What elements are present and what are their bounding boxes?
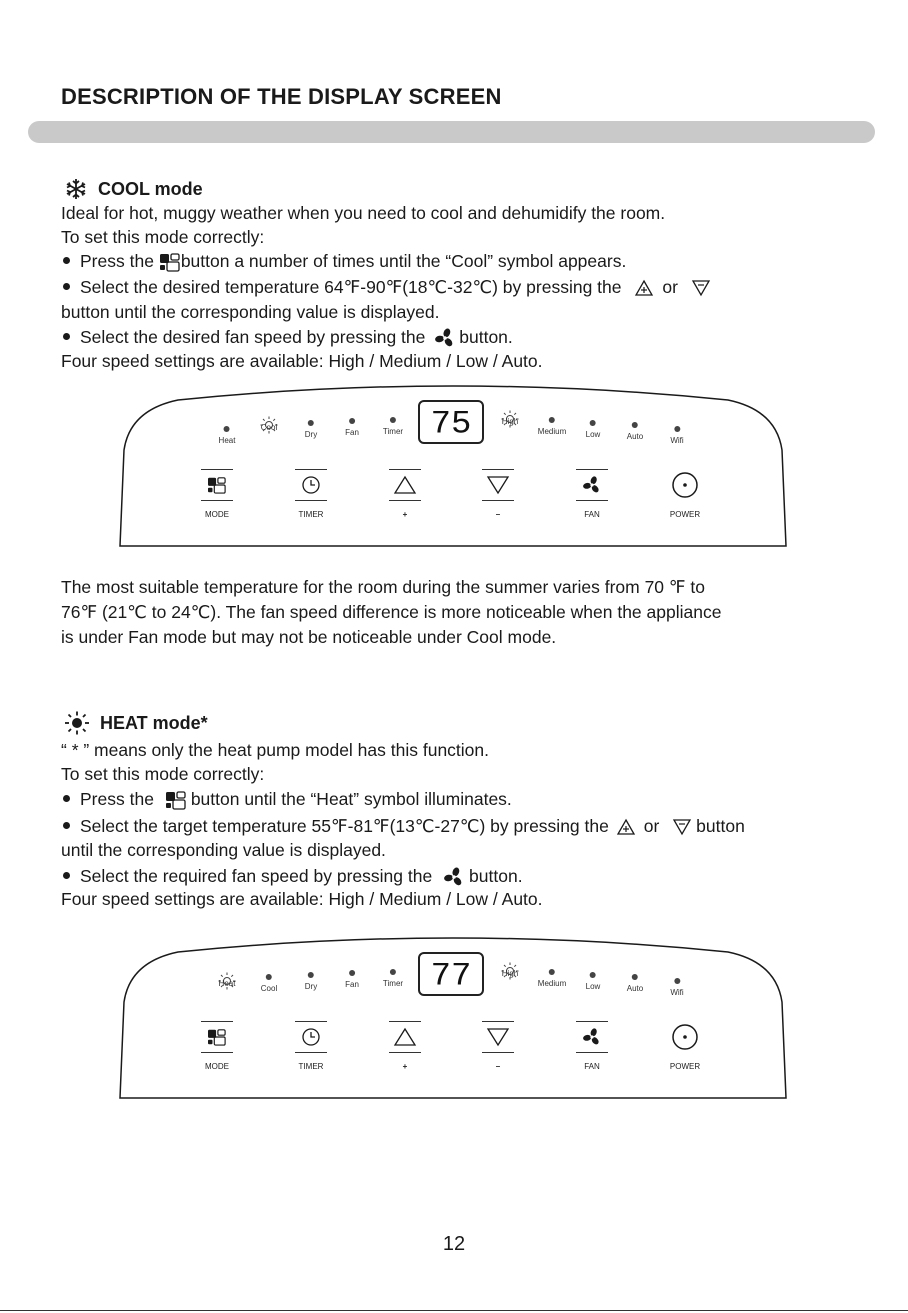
cool-bullet-fan: Select the desired fan speed by pressing the button. <box>61 325 513 349</box>
indicator-timer: Timer <box>383 969 403 988</box>
power-icon <box>671 471 699 499</box>
cool-mode-heading <box>64 178 203 200</box>
power-button[interactable] <box>665 469 705 501</box>
page-number: 12 <box>442 1233 466 1255</box>
indicator-auto: Auto <box>627 974 643 993</box>
mode-icon <box>207 1028 227 1046</box>
mode-icon <box>165 790 187 810</box>
mode-button-label: MODE <box>205 510 229 519</box>
svg-text:77: 77 <box>430 959 472 989</box>
cool-bullet-mode: Press the button a number of times until the “Cool” symbol appears. <box>61 249 626 273</box>
cool-speed-settings: Four speed settings are available: High / Medium / Low / Auto. <box>61 351 543 371</box>
indicator-medium: Medium <box>538 417 566 436</box>
indicator-low: Low <box>586 420 601 439</box>
plus-button-label: + <box>402 510 408 519</box>
heat-speed-settings: Four speed settings are available: High / Medium / Low / Auto. <box>61 889 543 909</box>
indicator-timer: Timer <box>383 417 403 436</box>
indicator-cool: Cool <box>261 974 277 993</box>
fan-button[interactable] <box>572 1021 612 1053</box>
triangle-up-icon <box>393 475 417 495</box>
triangle-up-plus-icon <box>616 818 636 836</box>
sun-icon <box>64 711 90 735</box>
indicator-cool: Cool <box>260 416 278 441</box>
fan-icon <box>582 476 602 494</box>
page-title: DESCRIPTION OF THE DISPLAY SCREEN <box>61 84 502 109</box>
timer-button-label: TIMER <box>298 1062 324 1071</box>
indicator-wifi: Wifi <box>670 978 683 997</box>
bullet <box>63 872 70 879</box>
indicator-fan: Fan <box>345 970 359 989</box>
fan-button-label: FAN <box>584 510 600 519</box>
heat-note: “ * ” means only the heat pump model has this function. <box>61 740 490 760</box>
heat-control-panel-illustration <box>118 932 788 1102</box>
heat-mode-title: HEAT mode* <box>100 712 208 733</box>
minus-button[interactable] <box>478 1021 518 1053</box>
plus-button-label: + <box>402 1062 408 1071</box>
bullet <box>63 822 70 829</box>
bullet <box>63 257 70 264</box>
indicator-dry: Dry <box>305 420 317 439</box>
cool-note-line-2: 76℉ (21℃ to 24℃). The fan speed difference is more noticeable when the appliance <box>61 602 722 622</box>
clock-icon <box>301 475 321 495</box>
temperature-display <box>418 400 484 444</box>
heat-bullet-mode: Press the button until the “Heat” symbol illuminates. <box>61 787 512 811</box>
temperature-display <box>418 952 484 996</box>
indicator-low: Low <box>586 972 601 991</box>
svg-text:75: 75 <box>430 407 472 437</box>
snowflake-icon <box>64 178 88 200</box>
mode-button[interactable] <box>197 469 237 501</box>
bullet <box>63 283 70 290</box>
power-button-label: POWER <box>669 1062 701 1071</box>
display-digits <box>430 407 472 437</box>
power-button-label: POWER <box>669 510 701 519</box>
heat-setup-intro: To set this mode correctly: <box>61 764 265 784</box>
triangle-up-plus-icon <box>634 279 654 297</box>
heat-mode-heading <box>64 711 208 735</box>
triangle-down-icon <box>486 475 510 495</box>
indicator-heat: Heat <box>219 426 236 445</box>
bullet <box>63 795 70 802</box>
indicator-high: High <box>501 962 519 987</box>
clock-icon <box>301 1027 321 1047</box>
display-digits <box>430 959 472 989</box>
minus-button[interactable] <box>478 469 518 501</box>
cool-note-line-3: is under Fan mode but may not be noticeable under Cool mode. <box>61 627 557 647</box>
mode-button-label: MODE <box>205 1062 229 1071</box>
title-underline-bar <box>28 121 875 143</box>
plus-button[interactable] <box>385 1021 425 1053</box>
cool-control-panel-illustration <box>118 380 788 550</box>
timer-button[interactable] <box>291 1021 331 1053</box>
fan-icon <box>443 867 465 887</box>
indicator-heat: Heat <box>218 972 236 997</box>
mode-icon <box>207 476 227 494</box>
heat-bullet-temperature: Select the target temperature 55℉-81℉(13℃-27℃) by pressing the or button <box>61 814 745 838</box>
cool-note-line-1: The most suitable temperature for the room during the summer varies from 70 ℉ to <box>61 577 706 597</box>
triangle-up-icon <box>393 1027 417 1047</box>
minus-button-label: – <box>495 1062 501 1071</box>
indicator-medium: Medium <box>538 969 566 988</box>
cool-setup-intro: To set this mode correctly: <box>61 227 265 247</box>
fan-button-label: FAN <box>584 1062 600 1071</box>
fan-icon <box>582 1028 602 1046</box>
heat-temperature-cont: until the corresponding value is displayed. <box>61 840 386 860</box>
power-icon <box>671 1023 699 1051</box>
triangle-down-minus-icon <box>691 279 711 297</box>
cool-temperature-cont: button until the corresponding value is displayed. <box>61 302 440 322</box>
page-bottom-rule <box>0 1310 908 1311</box>
cool-intro: Ideal for hot, muggy weather when you need to cool and dehumidify the room. <box>61 203 666 223</box>
minus-button-label: – <box>495 510 501 519</box>
mode-button[interactable] <box>197 1021 237 1053</box>
heat-bullet-fan: Select the required fan speed by pressing the button. <box>61 864 523 888</box>
indicator-auto: Auto <box>627 422 643 441</box>
timer-button[interactable] <box>291 469 331 501</box>
plus-button[interactable] <box>385 469 425 501</box>
fan-button[interactable] <box>572 469 612 501</box>
cool-bullet-temperature: Select the desired temperature 64℉-90℉(18℃-32℃) by pressing the or <box>61 275 711 299</box>
cool-mode-title: COOL mode <box>98 178 203 199</box>
triangle-down-minus-icon <box>672 818 692 836</box>
triangle-down-icon <box>486 1027 510 1047</box>
indicator-high: High <box>501 410 519 435</box>
indicator-fan: Fan <box>345 418 359 437</box>
fan-icon <box>434 328 456 348</box>
indicator-wifi: Wifi <box>670 426 683 445</box>
timer-button-label: TIMER <box>298 510 324 519</box>
indicator-dry: Dry <box>305 972 317 991</box>
power-button[interactable] <box>665 1021 705 1053</box>
bullet <box>63 333 70 340</box>
mode-icon <box>159 252 181 272</box>
